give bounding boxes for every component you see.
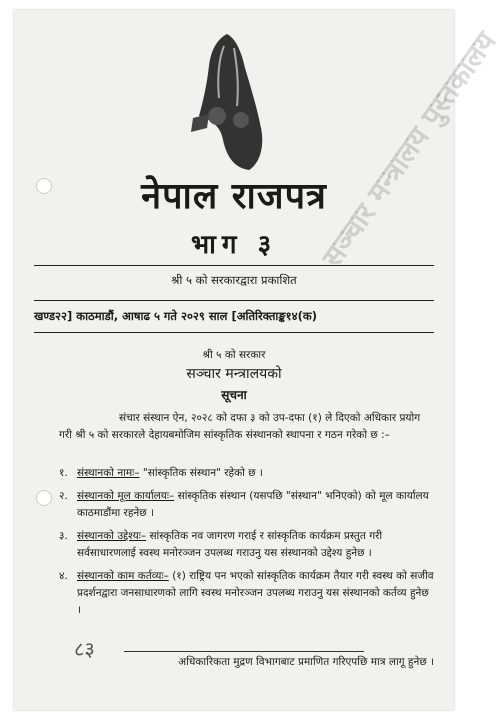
item-number: २.: [59, 490, 68, 502]
notice-title: सूचना: [221, 388, 247, 402]
gazette-title: नेपाल राजपत्र: [141, 175, 327, 217]
notice-issuer: श्री ५ को सरकार: [202, 349, 266, 361]
item-text: सांस्कृतिक नव जागरण गराई र सांस्कृतिक कार्यक्रम प्रस्तुत गरी सर्वसाधारणलाई स्वस्थ मनोरञ्जन उपलब्ध गराउनु यस संस्थानको उद्देश्य हुनेछ ।: [77, 530, 383, 559]
item-label: संस्थानको उद्देश्यः–: [77, 530, 147, 542]
gazette-page: [14, 10, 503, 710]
library-stamp: सञ्चार मन्त्रालय पुस्तकालय: [315, 25, 503, 274]
item-label: संस्थानको मूल कार्यालयः–: [77, 490, 175, 502]
list-item: [59, 568, 434, 619]
divider: [34, 265, 434, 266]
item-label: संस्थानको काम कर्तव्यः–: [77, 570, 169, 582]
punch-hole: [36, 490, 52, 506]
item-number: ४.: [59, 570, 68, 582]
notice-preamble: संचार संस्थान ऐन, २०२८ को दफा ३ को उप-दफा (१) ले दिएको अधिकार प्रयोग गरी श्री ५ को सरकारले देहायबमोजिम सांस्कृतिक संस्थानको स्थापना र गठन गरेको छ :–: [59, 412, 421, 441]
item-number: १.: [59, 467, 68, 479]
handwritten-mark: ८३: [74, 637, 95, 661]
item-number: ३.: [59, 530, 68, 542]
notice-ministry: सञ्चार मन्त्रालयको: [186, 366, 282, 382]
footer-divider: [124, 651, 364, 652]
item-text: सांस्कृतिक संस्थान (यसपछि "संस्थान" भनिएको) को मूल कार्यालय काठमाडौंमा रहनेछ ।: [77, 490, 429, 519]
edition-line: खण्ड२२] काठमाडौं, आषाढ ५ गते २०२९ साल [अतिरिक्ताङ्क१४(क): [34, 309, 317, 323]
gazette-part: भाग ३: [190, 230, 278, 260]
notice-items: [59, 465, 434, 625]
divider: [34, 332, 434, 333]
footer-note: अधिकारिकता मुद्रण विभागबाट प्रमाणित गरिएपछि मात्र लागू हुनेछ ।: [178, 656, 434, 668]
item-label: संस्थानको नामः–: [77, 467, 140, 479]
item-text: (१) राष्ट्रिय पन भएको सांस्कृतिक कार्यक्रम तैयार गरी स्वस्थ को सजीव प्रदर्शनद्वारा जनसाधारणको लागि स्वस्थ मनोरञ्जन उपलब्ध गराउनु यस संस्थानको कर्तव्य हुनेछ ।: [77, 570, 434, 616]
item-text: "सांस्कृतिक संस्थान" रहेको छ ।: [139, 467, 263, 479]
list-item: [59, 528, 434, 562]
list-item: [59, 465, 434, 482]
national-emblem-icon: [179, 28, 279, 173]
publisher-line: श्री ५ को सरकारद्वारा प्रकाशित: [171, 273, 297, 287]
divider: [34, 300, 434, 301]
list-item: [59, 488, 434, 522]
